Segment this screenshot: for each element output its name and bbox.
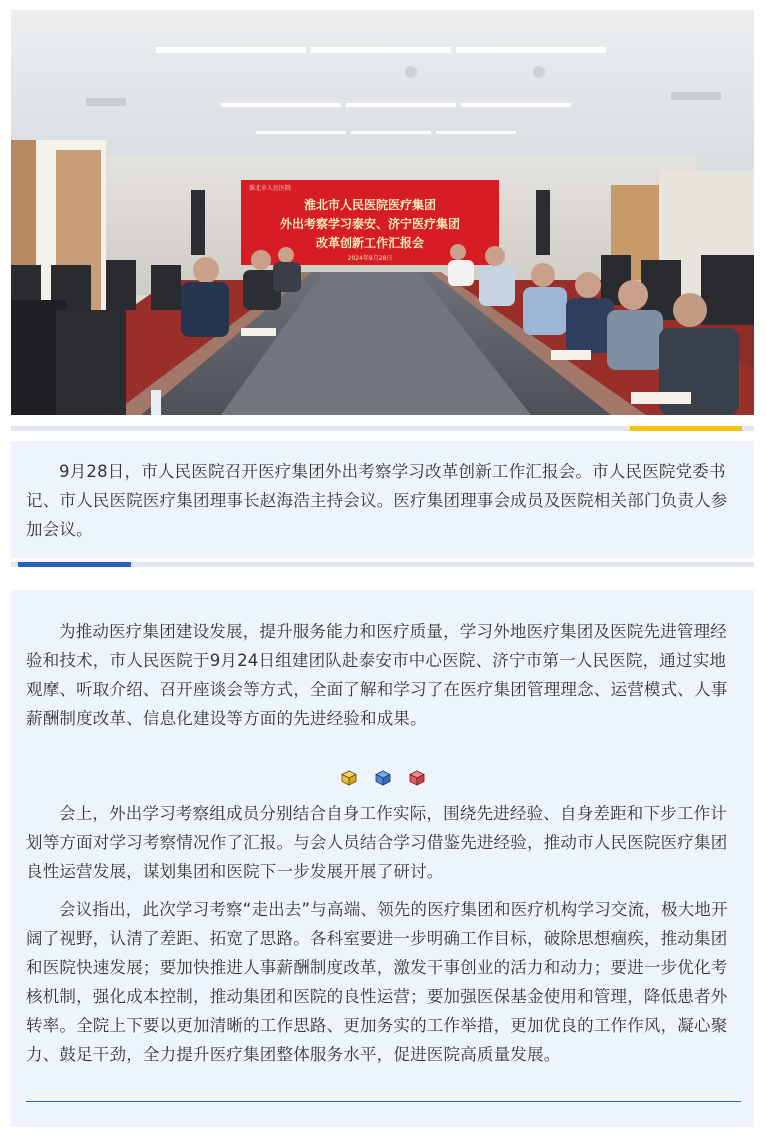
blue-cube-icon xyxy=(375,770,391,786)
paragraph-divider-icons xyxy=(341,770,425,786)
article-paragraph-2: 会上，外出学习考察组成员分别结合自身工作实际，围绕先进经验、自身差距和下步工作计划等方面对学习考察情况作了汇报。与会人员结合学习借鉴先进经验，推动市人民医院医疗集团良性运营发展，谋划集团和医院下一步发展开展了研讨。 xyxy=(26,804,728,881)
screen-date: 2024年9月28日 xyxy=(347,255,393,262)
section1-top-divider xyxy=(11,426,754,431)
article-end-line xyxy=(26,1101,741,1102)
yellow-cube-icon xyxy=(341,770,357,786)
screen-logo: 淮北市人民医院 xyxy=(249,185,292,192)
red-cube-icon xyxy=(409,770,425,786)
meeting-photo xyxy=(11,10,754,415)
section1-bottom-accent xyxy=(18,562,131,567)
article-paragraph-1: 为推动医疗集团建设发展，提升服务能力和医疗质量，学习外地医疗集团及医院先进管理经验和技术，市人民医院于9月24日组建团队赴泰安市中心医院、济宁市第一人民医院，通过实地观摩、听取介绍、召开座谈会等方式，全面了解和学习了在医疗集团管理理念、运营模式、人事薪酬制度改革、信息化建设等方面的先进经验和成果。 xyxy=(26,622,728,728)
section1-bottom-divider xyxy=(11,562,754,567)
screen-title-line-3: 改革创新工作汇报会 xyxy=(315,236,425,250)
screen-title-line-1: 淮北市人民医院医疗集团 xyxy=(303,198,437,212)
section1-top-accent xyxy=(630,426,742,431)
summary-paragraph: 9月28日，市人民医院召开医疗集团外出考察学习改革创新工作汇报会。市人民医院党委书记、市人民医院医疗集团理事长赵海浩主持会议。医疗集团理事会成员及医院相关部门负责人参加会议。 xyxy=(26,462,728,539)
screen-title-line-2: 外出考察学习泰安、济宁医疗集团 xyxy=(279,217,461,231)
article-paragraph-3: 会议指出，此次学习考察“走出去”与高端、领先的医疗集团和医疗机构学习交流，极大地开阔了视野，认清了差距、拓宽了思路。各科室要进一步明确工作目标，破除思想痼疾，推动集团和医院快速发展；要加快推进人事薪酬制度改革，激发干事创业的活力和动力；要进一步优化考核机制，强化成本控制，推动集团和医院的良性运营；要加强医保基金使用和管理，降低患者外转率。全院上下要以更加清晰的工作思路、更加务实的工作举措，更加优良的工作作风，凝心聚力、鼓足干劲，全力提升医疗集团整体服务水平，促进医院高质量发展。 xyxy=(26,900,728,1064)
